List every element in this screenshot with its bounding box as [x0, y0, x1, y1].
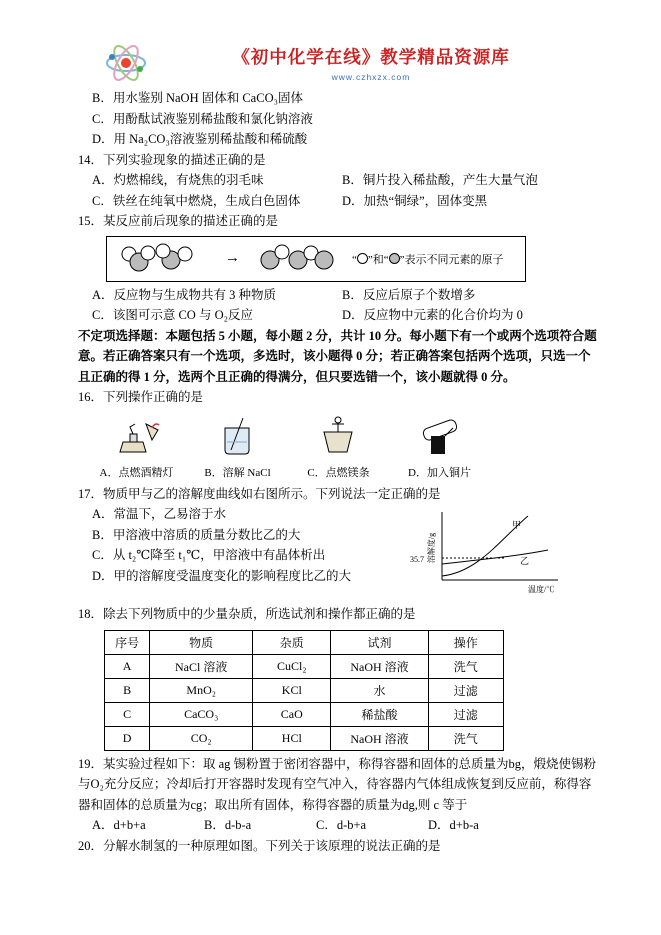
cell-impurity: KCl: [253, 678, 331, 702]
cell-reagent: 稀盐酸: [331, 702, 428, 726]
option-19-c: C．d-b+a: [316, 818, 367, 832]
figure-q16-d: [389, 412, 490, 480]
figure-q15-legend: [352, 251, 504, 267]
option-13-b: B．用水鉴别 NaOH 固体和 CaCO₃固体: [92, 91, 303, 105]
figure-q16-d-label: D．加入铜片: [408, 466, 471, 479]
option-14-a: A．灼燃棉线，有烧焦的羽毛味: [92, 173, 264, 187]
question-14: 14．下列实验现象的描述正确的是: [78, 152, 266, 167]
th-index: 序号: [105, 630, 150, 654]
th-reagent: 试剂: [331, 630, 428, 654]
exam-content: [78, 88, 598, 856]
cell-index: A: [105, 654, 150, 678]
option-14-d: D．加热“铜绿”，固体变黑: [342, 193, 488, 208]
figure-q16-b-label: B．溶解 NaCl: [204, 466, 271, 479]
question-18: 18．除去下列物质中的少量杂质，所选试剂和操作都正确的是: [78, 607, 416, 621]
legend-and: ”和“: [367, 253, 389, 266]
svg-text:温度/℃: 温度/℃: [528, 585, 555, 594]
question-15: 15．某反应前后现象的描述正确的是: [78, 214, 279, 228]
table-q18: [104, 630, 504, 751]
option-17-a: A．常温下，乙易溶于水: [92, 507, 227, 521]
figure-q16-c-label: C．点燃镁条: [307, 466, 370, 479]
cell-substance: NaCl 溶液: [150, 654, 253, 678]
question-16: 16．下列操作正确的是: [78, 390, 204, 404]
option-19-a: A．d+b+a: [92, 818, 146, 832]
legend-quote-open: “: [352, 253, 357, 266]
option-19-b: B．d-b-a: [204, 818, 252, 832]
molecule-left-group: [115, 242, 211, 276]
reaction-arrow-icon: →: [225, 250, 240, 266]
cell-impurity: CuCl₂: [253, 654, 331, 678]
table-row: [105, 654, 504, 678]
svg-text:溶解度/g: 溶解度/g: [427, 532, 436, 564]
site-title: 《初中化学在线》教学精品资源库: [232, 47, 510, 67]
svg-text:甲: 甲: [512, 520, 522, 530]
option-15-c: C．该图可示意 CO 与 O₂反应: [92, 308, 253, 322]
cell-substance: CaCO₃: [150, 702, 253, 726]
th-substance: 物质: [150, 630, 253, 654]
figure-q16: [86, 412, 490, 480]
figure-q16-a: [86, 412, 187, 480]
multiple-choice-instructions: 不定项选择题：本题包括 5 小题，每小题 2 分，共计 10 分。每小题下有一个或两个选项符合题意。若正确答案只有一个选项，多选时，该小题得 0 分；若正确答案包括两个选项，只选一个且正确的得 1 分，选两个且正确的得满分，但只要选错一个，该小题就得 0 分。: [78, 328, 597, 384]
option-19-d: D．d+b-a: [428, 818, 479, 832]
cell-operation: 过滤: [428, 678, 503, 702]
question-19: 19．某实验过程如下：取 ag 锡粉置于密闭容器中，称得容器和固体的总质量为bg，煅烧使锡粉与O₂充分反应；冷却后打开容器时发现有空气冲入，待容器内气体组成恢复到反应前，称得容器和固体的总质量为cg；取出所有固体，称得容器的质量为dg,则 c 等于: [78, 756, 597, 812]
cell-operation: 过滤: [428, 702, 503, 726]
option-13-c: C．用酚酞试液鉴别稀盐酸和氯化钠溶液: [92, 111, 313, 126]
svg-text:35.7: 35.7: [410, 555, 424, 564]
molecule-right-group: [254, 242, 340, 276]
cell-reagent: 水: [331, 678, 428, 702]
option-15-d: D．反应物中元素的化合价均为 0: [342, 308, 523, 322]
cell-index: D: [105, 726, 150, 750]
figure-q16-a-label: A．点燃酒精灯: [99, 466, 174, 479]
figure-q16-b: [187, 412, 288, 480]
cell-reagent: NaOH 溶液: [331, 726, 428, 750]
figure-q16-c: [288, 412, 389, 480]
legend-quote-close: ”: [399, 253, 405, 266]
option-15-a: A．反应物与生成物共有 3 种物质: [92, 287, 277, 302]
option-17-c: C．从 t₂℃降至 t₁℃，甲溶液中有晶体析出: [92, 548, 326, 562]
option-13-d: D．用 Na₂CO₃溶液鉴别稀盐酸和稀硫酸: [92, 132, 308, 146]
cell-index: B: [105, 678, 150, 702]
option-14-c: C．铁丝在纯氧中燃烧，生成白色固体: [92, 193, 301, 208]
cell-operation: 洗气: [428, 726, 503, 750]
legend-text: 表示不同元素的原子: [404, 253, 504, 266]
site-url: www.czhxzx.com: [331, 72, 411, 82]
cell-impurity: HCl: [253, 726, 331, 750]
cell-operation: 洗气: [428, 654, 503, 678]
table-row: [105, 702, 504, 726]
figure-q17-solubility-chart: [408, 506, 573, 598]
table-header-row: [105, 630, 504, 654]
option-15-b: B．反应后原子个数增多: [342, 287, 476, 302]
th-impurity: 杂质: [253, 630, 331, 654]
cell-impurity: CaO: [253, 702, 331, 726]
cell-index: C: [105, 702, 150, 726]
svg-text:乙: 乙: [520, 556, 530, 566]
cell-substance: MnO₂: [150, 678, 253, 702]
table-row: [105, 726, 504, 750]
atom-logo: [104, 43, 148, 83]
site-header: [104, 42, 584, 84]
option-14-b: B．铜片投入稀盐酸，产生大量气泡: [342, 173, 538, 187]
option-17-b: B．甲溶液中溶质的质量分数比乙的大: [92, 527, 301, 542]
th-operation: 操作: [428, 630, 503, 654]
cell-substance: CO₂: [150, 726, 253, 750]
question-20: 20．分解水制氢的一种原理如图。下列关于该原理的说法正确的是: [78, 838, 441, 853]
option-17-d: D．甲的溶解度受温度变化的影响程度比乙的大: [92, 568, 352, 583]
question-17: 17．物质甲与乙的溶解度曲线如右图所示。下列说法一定正确的是: [78, 486, 441, 501]
cell-reagent: NaOH 溶液: [331, 654, 428, 678]
figure-q15: [106, 236, 526, 282]
table-row: [105, 678, 504, 702]
